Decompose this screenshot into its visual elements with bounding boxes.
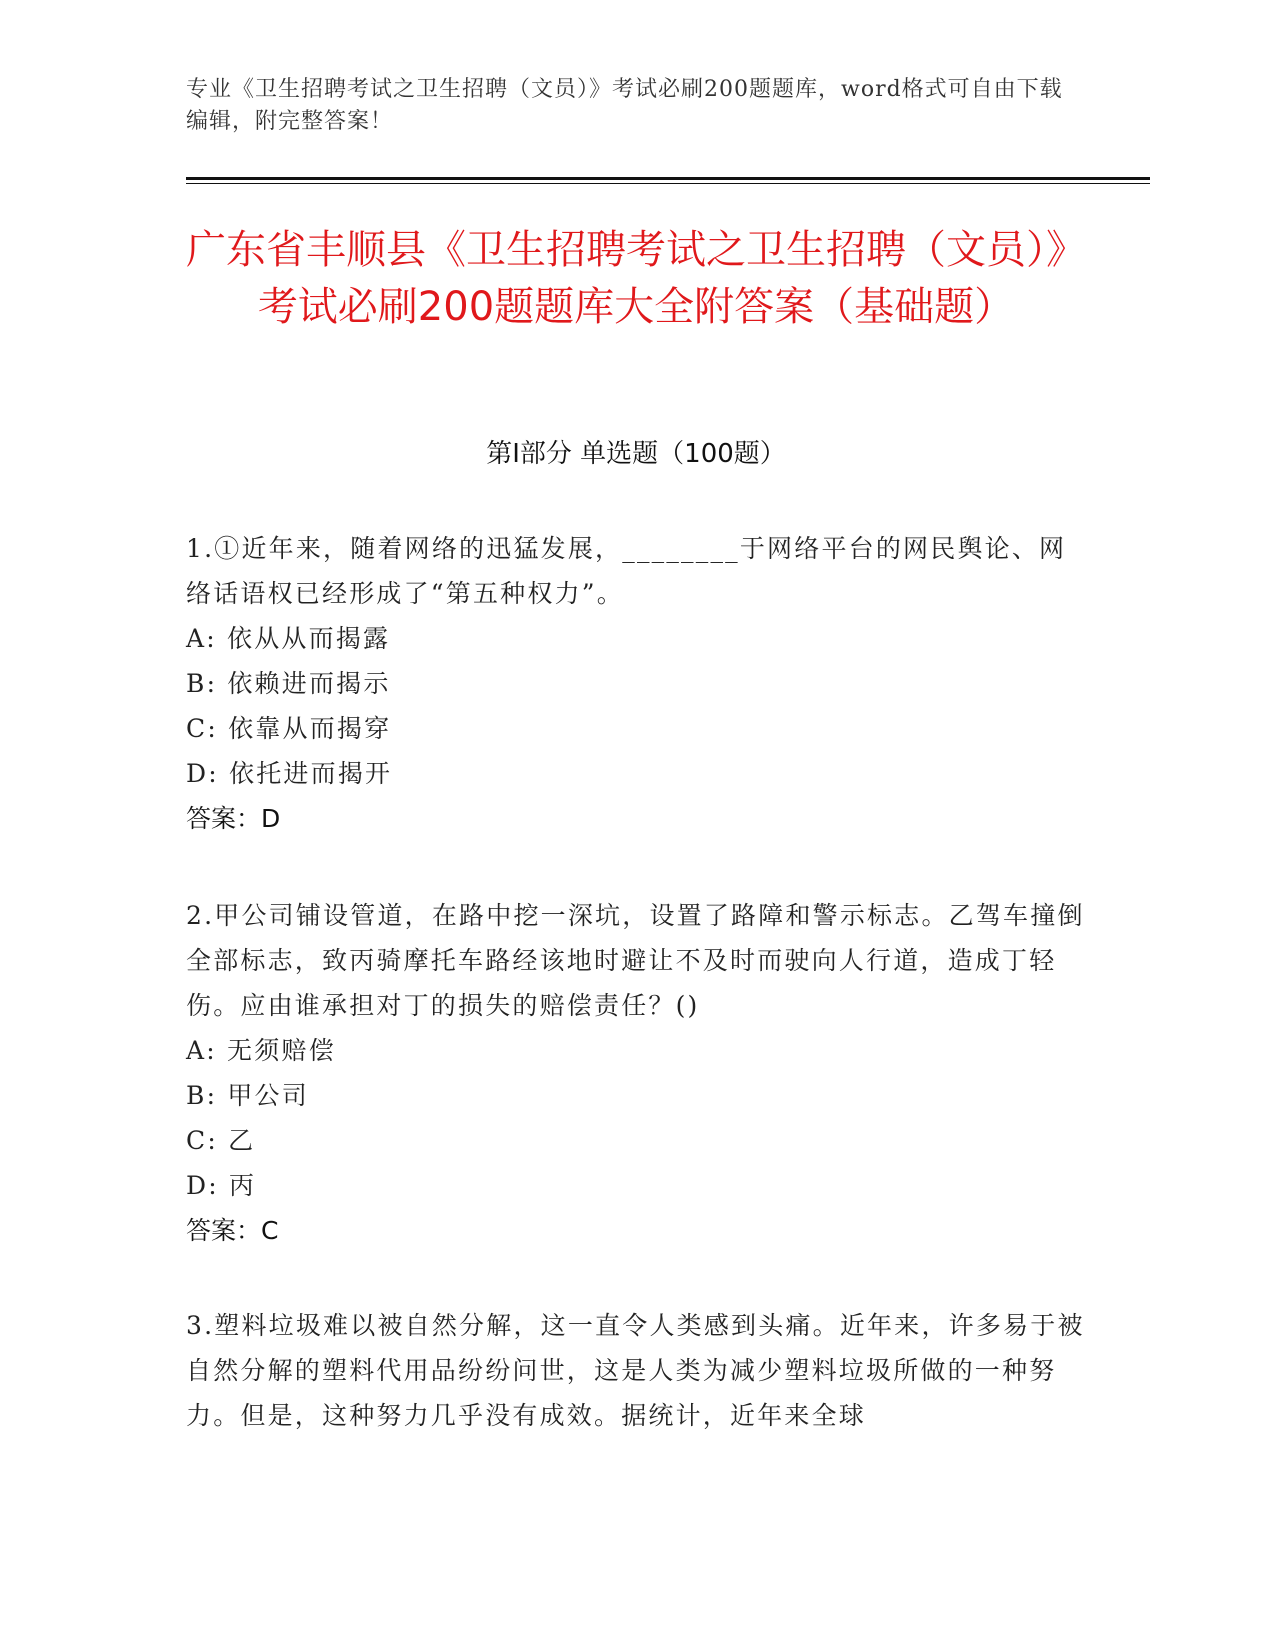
header-divider-thin <box>186 183 1150 184</box>
option-d: D: 丙 <box>186 1171 257 1200</box>
option-d: D: 依托进而揭开 <box>186 759 393 788</box>
question-2 <box>186 893 1086 1253</box>
section-title: 第Ⅰ部分 单选题（100题） <box>486 439 786 469</box>
answer-line: 答案：C <box>186 1216 279 1245</box>
question-3 <box>186 1303 1086 1438</box>
option-a: A: 无须赔偿 <box>186 1036 336 1065</box>
option-b: B: 甲公司 <box>186 1081 309 1110</box>
answer-line: 答案：D <box>186 804 281 833</box>
header-divider-thick <box>186 177 1150 180</box>
option-b: B: 依赖进而揭示 <box>186 669 391 698</box>
document-title: 广东省丰顺县《卫生招聘考试之卫生招聘（文员）》考试必刷200题题库大全附答案（基础题） <box>186 227 1086 330</box>
option-c: C: 乙 <box>186 1126 256 1155</box>
question-stem: 3.塑料垃圾难以被自然分解，这一直令人类感到头痛。近年来，许多易于被自然分解的塑料代用品纷纷问世，这是人类为减少塑料垃圾所做的一种努力。但是，这种努力几乎没有成效。据统计，近年来全球 <box>186 1311 1085 1430</box>
option-a: A: 依从从而揭露 <box>186 624 391 653</box>
question-1 <box>186 526 1086 841</box>
option-c: C: 依靠从而揭穿 <box>186 714 392 743</box>
question-stem: 2.甲公司铺设管道，在路中挖一深坑，设置了路障和警示标志。乙驾车撞倒全部标志，致丙骑摩托车路经该地时避让不及时而驶向人行道，造成丁轻伤。应由谁承担对丁的损失的赔偿责任？() <box>186 901 1085 1020</box>
header-note: 专业《卫生招聘考试之卫生招聘（文员）》考试必刷200题题库，word格式可自由下载编辑，附完整答案！ <box>186 77 1063 134</box>
question-stem: 1.①近年来，随着网络的迅猛发展，________于网络平台的网民舆论、网络话语权已经形成了“第五种权力”。 <box>186 534 1067 608</box>
